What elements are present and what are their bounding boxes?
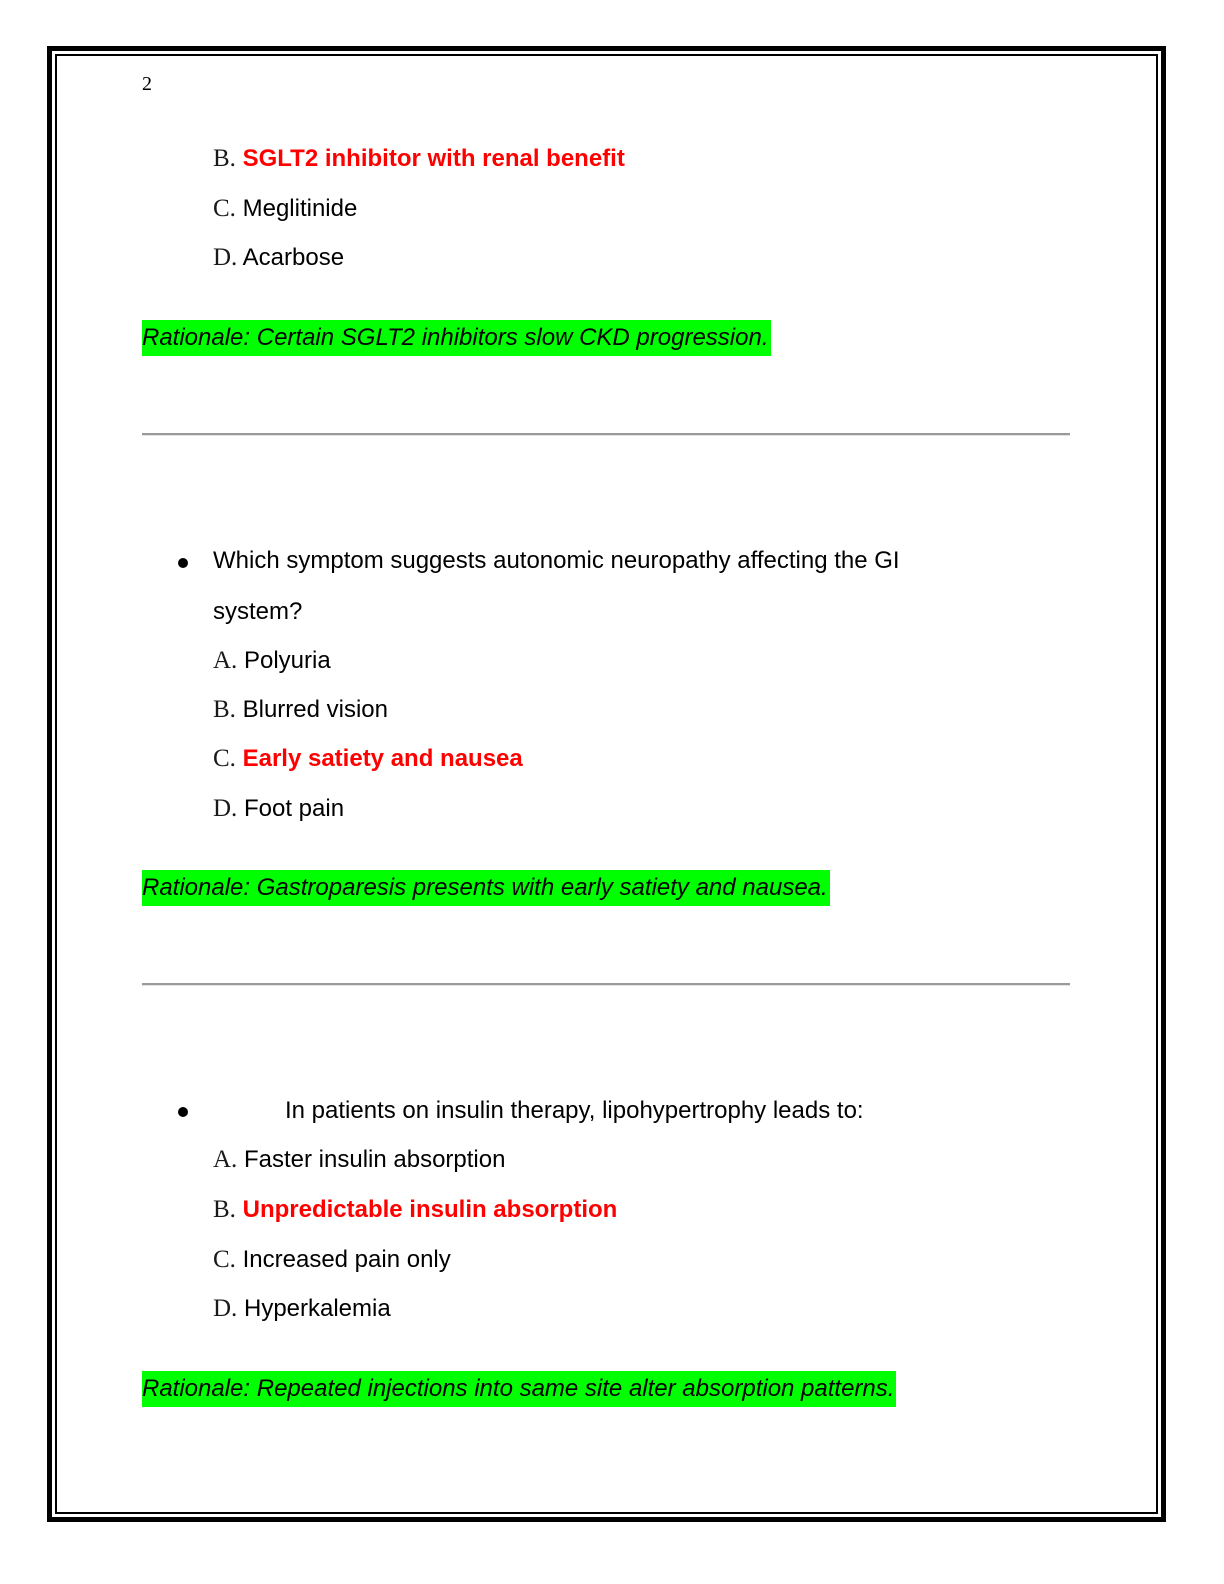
question-text-continued: system? bbox=[213, 598, 303, 625]
option-text: Polyuria bbox=[243, 647, 331, 674]
answer-option bbox=[213, 194, 357, 224]
bullet-icon bbox=[178, 1107, 188, 1117]
correct-answer-text: Early satiety and nausea bbox=[242, 745, 523, 772]
question-text: Which symptom suggests autonomic neuropathy affecting the GI bbox=[213, 547, 900, 574]
answer-option bbox=[213, 1195, 617, 1225]
option-letter: A. bbox=[213, 647, 238, 674]
correct-answer-text: Unpredictable insulin absorption bbox=[242, 1196, 618, 1223]
option-letter: B. bbox=[213, 1196, 236, 1223]
answer-option bbox=[213, 794, 344, 824]
option-letter: C. bbox=[213, 1246, 236, 1273]
option-letter: C. bbox=[213, 195, 236, 222]
option-letter: A. bbox=[213, 1146, 238, 1173]
option-letter: B. bbox=[213, 145, 236, 172]
option-letter: C. bbox=[213, 745, 236, 772]
answer-option bbox=[213, 1245, 451, 1275]
option-letter: D. bbox=[213, 1295, 238, 1322]
option-text: Blurred vision bbox=[242, 696, 389, 723]
option-letter: D. bbox=[213, 244, 238, 271]
answer-option bbox=[213, 744, 523, 774]
answer-option bbox=[213, 1145, 505, 1175]
answer-option bbox=[213, 695, 388, 725]
rationale-highlight: Rationale: Repeated injections into same site alter absorption patterns. bbox=[142, 1371, 896, 1407]
option-text: Foot pain bbox=[243, 795, 345, 822]
rationale-highlight: Rationale: Certain SGLT2 inhibitors slow CKD progression. bbox=[142, 320, 771, 356]
option-letter: D. bbox=[213, 795, 238, 822]
option-text: Hyperkalemia bbox=[243, 1295, 391, 1322]
rationale-highlight: Rationale: Gastroparesis presents with early satiety and nausea. bbox=[142, 870, 830, 906]
option-text: Increased pain only bbox=[242, 1246, 451, 1273]
answer-option bbox=[213, 243, 344, 273]
correct-answer-text: SGLT2 inhibitor with renal benefit bbox=[242, 145, 625, 172]
option-text: Faster insulin absorption bbox=[243, 1146, 506, 1173]
page-number: 2 bbox=[142, 73, 152, 95]
answer-option bbox=[213, 1294, 391, 1324]
question-text: In patients on insulin therapy, lipohypertrophy leads to: bbox=[285, 1097, 864, 1124]
answer-option bbox=[213, 144, 625, 174]
option-text: Meglitinide bbox=[242, 195, 358, 222]
option-letter: B. bbox=[213, 696, 236, 723]
section-divider bbox=[142, 433, 1070, 436]
answer-option bbox=[213, 646, 331, 676]
bullet-icon bbox=[178, 558, 188, 568]
option-text: Acarbose bbox=[242, 244, 345, 271]
section-divider bbox=[142, 983, 1070, 986]
